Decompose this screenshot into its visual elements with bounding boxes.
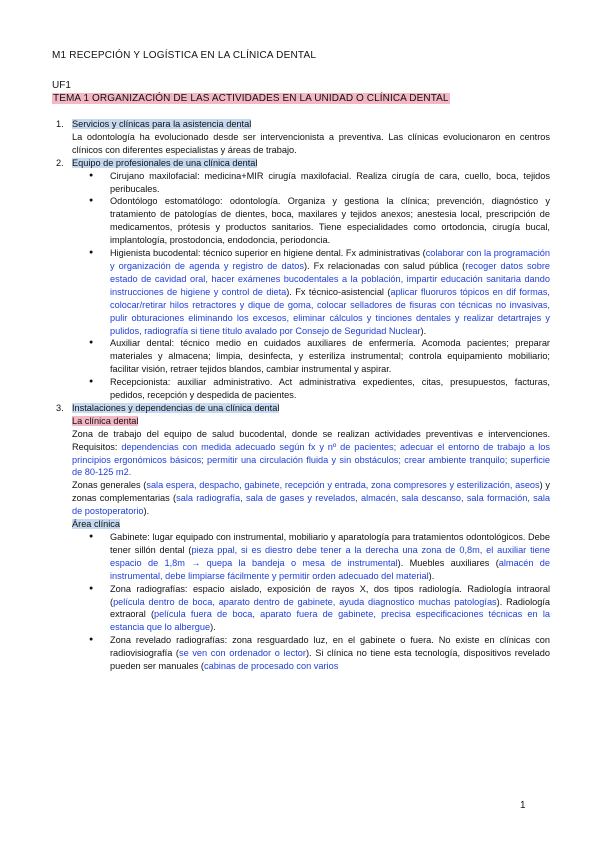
section-title: Servicios y clínicas para la asistencia dental <box>72 119 252 129</box>
subsection-clinica <box>52 415 550 428</box>
section-number: 2. <box>56 157 64 168</box>
section-title: Instalaciones y dependencias de una clínica dental <box>72 402 280 413</box>
list-item-revelado: ● Zona revelado radiografías: zona resguardado luz, en el gabinete o fuera. No existe en clínicas con radiovisiografía (se ven con ordenador o lector). Si clínica no tiene esta tecnología, dispositivos revelado pueden ser manuales (cabinas de procesado con varios <box>110 634 550 673</box>
list-item-odontologo: ● Odontólogo estomatólogo: odontología. Organiza y gestiona la clínica; prevención, diagnóstico y tratamiento de patologías de dientes, boca, maxilares y tejidos anexos; anestesia local, prescripción de medicamentos, prótesis y productos sanitarios. Tiene especialidades como ortodoncia, cirugía bucal, implantología, prostodoncia, endodoncia, periodoncia. <box>110 195 550 247</box>
professionals-list <box>52 170 550 402</box>
section-1-text: La odontología ha evolucionado desde ser intervencionista a preventiva. Las clínicas evolucionaron en centros clínicos con diferentes especialistas y áreas de trabajo. <box>72 131 550 155</box>
section-1-heading <box>52 118 550 131</box>
section-number: 1. <box>56 119 64 129</box>
page-number: 1 <box>520 800 526 811</box>
document-title: M1 RECEPCIÓN Y LOGÍSTICA EN LA CLÍNICA DENTAL <box>52 50 317 61</box>
area-clinica-list <box>52 531 550 673</box>
list-item-gabinete: ● Gabinete: lugar equipado con instrumental, mobiliario y aparatología para tratamientos odontológicos. Debe tener sillón dental (pieza ppal, si es diestro debe tener a la derecha una zona de 0,8m, el auxiliar tiene espacio de 1,8m → quepa la bandeja o mesa de instrumental). Muebles auxiliares (almacén de instrumental, debe limpiarse fácilmente y permitir orden adecuado del material). <box>110 531 550 583</box>
section-title: Equipo de profesionales de una clínica dental <box>72 157 258 168</box>
list-item-cirujano: ● Cirujano maxilofacial: medicina+MIR cirugía maxilofacial. Realiza cirugía de cara, cuello, boca, tejidos peribucales. <box>110 170 550 196</box>
section-2-heading <box>52 157 550 170</box>
unit-label: UF1 <box>52 80 71 91</box>
list-item-auxiliar: ● Auxiliar dental: técnico medio en cuidados auxiliares de enfermería. Acomoda pacientes; preparar materiales y almacena; limpia, desinfecta, y esteriliza instrumental; controla equipamiento mobiliario; facilitar visión, retraer tejidos blandos, cambiar instrumental y aspirar. <box>110 337 550 376</box>
list-item-radiografias: ● Zona radiografías: espacio aislado, exposición de rayos X, dos tipos radiología. Radiología intraoral (película dentro de boca, aparato dentro de gabinete, ayuda diagnostico muchas patologías). Radiología extraoral (película fuera de boca, aparato fuera de gabinete, precisa especificaciones técnicas en la estancia que lo albergue). <box>110 583 550 635</box>
subsection-area <box>52 518 550 531</box>
subsection-title: La clínica dental <box>72 415 139 426</box>
section-3-heading <box>52 402 550 415</box>
tema-heading: TEMA 1 ORGANIZACIÓN DE LAS ACTIVIDADES EN LA UNIDAD O CLÍNICA DENTAL <box>53 93 449 104</box>
list-item-recepcionista: ● Recepcionista: auxiliar administrativo. Act administrativa expedientes, citas, presupuestos, facturas, pedidos, recepción y despedida de pacientes. <box>110 376 550 402</box>
list-item-higienista: ● Higienista bucodental: técnico superior en higiene dental. Fx administrativas (colaborar con la programación y organización de agenda y registro de datos). Fx relacionadas con salud pública (recoger datos sobre estado de cavidad oral, hacer exámenes bucodentales a la población, impartir educación sanitaria dando instrucciones de higiene y control de dieta). Fx técnico-asistencial (aplicar fluoruros tópicos en dif formas, colocar/retirar hilos retractores y dique de goma, colocar selladores de fisuras con técnicas no invasivas, pulir obturaciones eliminando los excesos, eliminar cálculos y tinciones dentales y realizar detartrajes y pulidos, radiografía si tiene título avalado por Consejo de Seguridad Nuclear). <box>110 247 550 337</box>
subsection-title: Área clínica <box>72 519 121 530</box>
zona-trabajo-text: Zona de trabajo del equipo de salud bucodental, donde se realizan actividades preventivas e intervenciones. Requisitos: dependencias con medida adecuado según fx y nº de pacientes; adecuar el entorno de trabajo a los principios ergonómicos básicos; permitir una circulación fluida y sin obstáculos; crear ambiente tranquilo; superficie de 80-125 m2. <box>72 428 550 478</box>
zonas-generales-text: Zonas generales (sala espera, despacho, gabinete, recepción y entrada, zona compresores y esterilización, aseos) y zonas complementarias (sala radiografía, sala de gases y revelados, almacén, sala descanso, sala formación, sala de postoperatorio). <box>72 480 551 517</box>
section-number: 3. <box>56 402 64 413</box>
document-body <box>52 118 550 673</box>
